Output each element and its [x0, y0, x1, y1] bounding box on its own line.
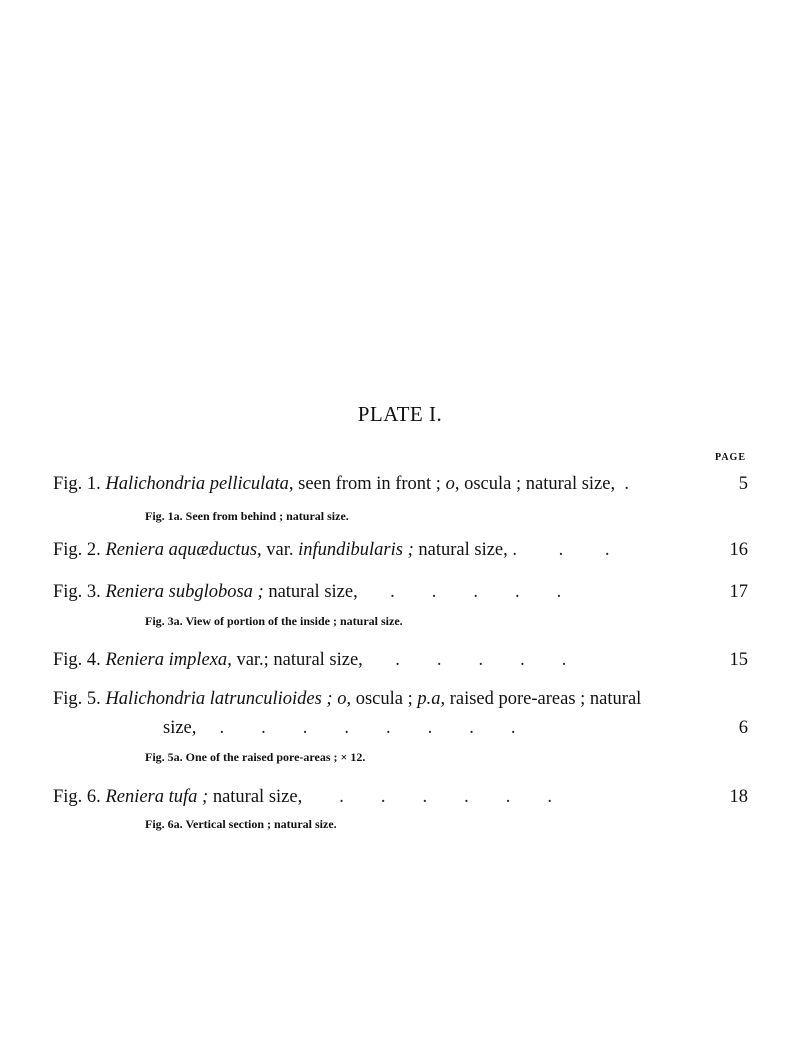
description-continued: size, — [163, 718, 197, 738]
sub-figure-3a — [145, 614, 403, 629]
sub-figure-number: Fig. 5a. — [145, 750, 183, 764]
description: , seen from in front ; — [288, 474, 446, 494]
figure-entry-6 — [53, 787, 748, 808]
species-name: Reniera subglobosa ; — [105, 582, 264, 602]
leader-dots: . . . . . — [362, 650, 567, 670]
page-number: 5 — [738, 474, 748, 494]
figure-number: Fig. 1. — [53, 474, 101, 494]
figure-entry-5-continued — [163, 718, 748, 739]
description: natural size, — [208, 787, 303, 807]
figure-entry-4 — [53, 650, 748, 671]
sub-figure-text: One of the raised pore-areas ; × 12. — [182, 750, 366, 764]
page-number: 6 — [738, 718, 748, 738]
page-column-heading: PAGE — [714, 452, 746, 463]
figure-number: Fig. 2. — [53, 540, 101, 560]
abbreviation: o — [337, 689, 347, 709]
leader-dots: . . . — [507, 540, 610, 560]
description: natural size, — [263, 582, 358, 602]
species-name: Halichondria pelliculata — [105, 474, 289, 494]
leader-dots: . . . . . . — [302, 787, 552, 807]
variety-name: infundibularis ; — [298, 540, 414, 560]
leader-dots: . . . . . — [357, 582, 562, 602]
page-number: 17 — [729, 582, 748, 602]
figure-number: Fig. 4. — [53, 650, 101, 670]
figure-number: Fig. 6. — [53, 787, 101, 807]
description: , var. — [257, 540, 299, 560]
figure-entry-2 — [53, 540, 748, 561]
species-name: Halichondria latrunculioides ; — [105, 689, 333, 709]
page-number: 15 — [729, 650, 748, 670]
abbreviation: o — [445, 474, 455, 494]
species-name: Reniera aquæductus — [105, 540, 258, 560]
page-number: 18 — [729, 787, 748, 807]
sub-figure-text: View of portion of the inside ; natural size. — [182, 614, 403, 628]
species-name: Reniera tufa ; — [105, 787, 209, 807]
sub-figure-number: Fig. 1a. — [145, 509, 183, 523]
sub-figure-number: Fig. 6a. — [145, 817, 183, 831]
species-name: Reniera implexa — [105, 650, 228, 670]
description: , var.; natural size, — [227, 650, 363, 670]
description: , oscula ; natural size, — [454, 474, 616, 494]
description: natural size, — [413, 540, 508, 560]
figure-entry-5 — [53, 689, 748, 710]
sub-figure-5a — [145, 750, 365, 765]
figure-entry-1 — [53, 474, 748, 495]
description: , raised pore-areas ; natural — [440, 689, 642, 709]
figure-entry-3 — [53, 582, 748, 603]
leader-dots: . — [615, 474, 629, 494]
sub-figure-1a — [145, 509, 349, 524]
sub-figure-6a — [145, 817, 337, 832]
plate-title: PLATE I. — [357, 402, 443, 426]
description: , oscula ; — [346, 689, 418, 709]
abbreviation: p.a — [417, 689, 441, 709]
sub-figure-text: Vertical section ; natural size. — [182, 817, 337, 831]
figure-number: Fig. 5. — [53, 689, 101, 709]
sub-figure-number: Fig. 3a. — [145, 614, 183, 628]
figure-number: Fig. 3. — [53, 582, 101, 602]
sub-figure-text: Seen from behind ; natural size. — [182, 509, 349, 523]
leader-dots: . . . . . . . . — [196, 718, 516, 738]
page-number: 16 — [729, 540, 748, 560]
